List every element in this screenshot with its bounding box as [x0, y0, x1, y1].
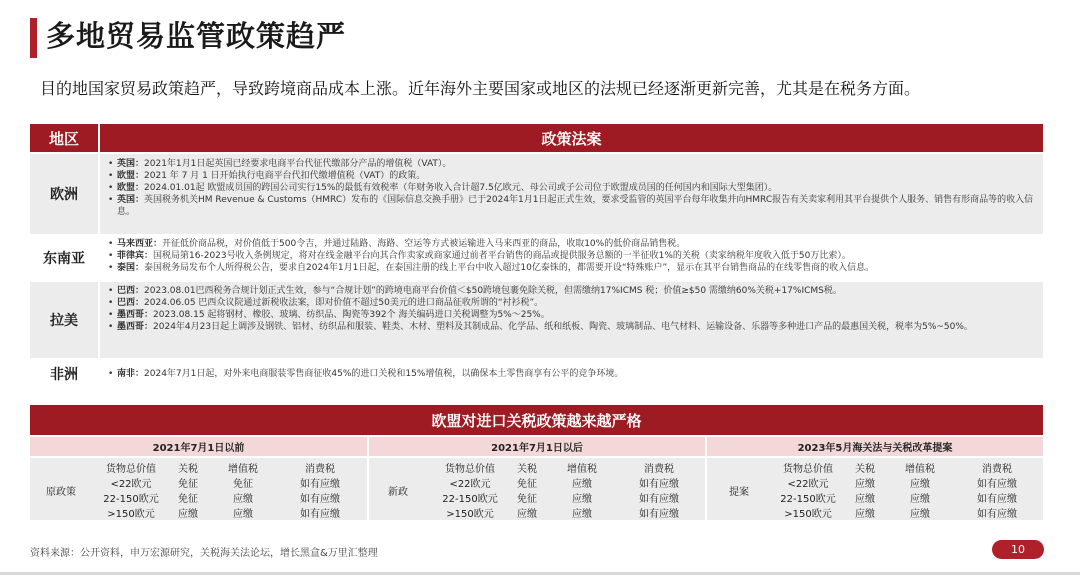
page-title: 多地贸易监管政策趋严 [46, 19, 347, 53]
cell: >150欧元 [784, 509, 832, 520]
col-header-tariff: 关税 [517, 464, 537, 475]
region-column-header: 地区 [30, 124, 98, 152]
eu-group-label-old: 原政策 [46, 487, 76, 498]
policy-list-europe [108, 158, 1038, 218]
eu-group-heading-before: 2021年7月1日以前 [30, 437, 367, 456]
eu-table-proposal [773, 460, 1041, 520]
cell: 22-150欧元 [780, 494, 836, 505]
col-header-excise: 消费税 [305, 464, 335, 475]
col-header-value: 货物总价值 [106, 464, 156, 475]
policy-item: • 菲律宾：国税局第16-2023号收入条例规定，将对在线金融平台向其合作卖家或商家通过前者平台销售的商品或提供服务总额的一半征收1%的关税（卖家纳税年度收入低于50万比索）。 [108, 250, 1038, 262]
policy-item: • 墨西哥：2023.08.15 起将钢材、橡胶、玻璃、纺织品、陶瓷等392个 海关编码进口关税调整为5%～25%。 [108, 309, 1038, 321]
cell: 应缴 [233, 509, 253, 520]
col-header-value: 货物总价值 [445, 464, 495, 475]
cell: 应缴 [572, 494, 592, 505]
col-header-vat: 增值税 [567, 464, 597, 475]
cell: 如有应缴 [300, 494, 340, 505]
col-header-vat: 增值税 [228, 464, 258, 475]
cell: >150欧元 [446, 509, 494, 520]
policy-item: • 巴西：2023.08.01巴西税务合规计划正式生效，参与“合规计划”的跨境电商平台价值＜$50跨境包裹免除关税，但需缴纳17%ICMS 税；价值≥$50 需缴纳60%关税+17%ICMS税。 [108, 285, 1038, 297]
table-row [773, 490, 1041, 505]
cell: 应缴 [910, 479, 930, 490]
source-note: 资料来源：公开资料，申万宏源研究，关税海关法论坛，增长黑盒&万里汇整理 [30, 548, 378, 559]
cell: <22欧元 [787, 479, 829, 490]
policy-item: • 欧盟：2021 年 7 月 1 日开始执行电商平台代扣代缴增值税（VAT）的政策。 [108, 170, 1038, 182]
table-row [435, 490, 703, 505]
col-header-excise: 消费税 [644, 464, 674, 475]
table-row [435, 475, 703, 490]
policy-item: • 墨西哥：2024年4月23日起上调涉及钢铁、铝材、纺织品和服装、鞋类、木材、塑料及其制成品、化学品、纸和纸板、陶瓷、玻璃制品、电气材料、运输设备、乐器等多种进口产品的最惠国关税，税率为5%~50%。 [108, 321, 1038, 333]
table-row [96, 475, 364, 490]
cell: 应缴 [855, 479, 875, 490]
title-accent-bar [30, 18, 37, 58]
col-header-tariff: 关税 [178, 464, 198, 475]
cell: 应缴 [910, 509, 930, 520]
cell: 免征 [233, 479, 253, 490]
cell: 应缴 [178, 509, 198, 520]
cell: 如有应缴 [977, 509, 1017, 520]
cell: 22-150欧元 [442, 494, 498, 505]
col-header-vat: 增值税 [905, 464, 935, 475]
cell: 22-150欧元 [103, 494, 159, 505]
cell: 应缴 [233, 494, 253, 505]
policy-item: • 马来西亚：开征低价商品税，对价值低于500令吉，并通过陆路、海路、空运等方式被运输进入马来西亚的商品，收取10%的低价商品销售税。 [108, 238, 1038, 250]
col-header-tariff: 关税 [855, 464, 875, 475]
eu-group-label-new: 新政 [388, 487, 408, 498]
table-header-row [96, 460, 364, 475]
eu-table-before [96, 460, 364, 520]
cell: 免征 [517, 479, 537, 490]
eu-table-after [435, 460, 703, 520]
table-header-row [435, 460, 703, 475]
table-row [96, 505, 364, 520]
policy-item: • 英国：2021年1月1日起英国已经要求电商平台代征代缴部分产品的增值税（VAT）。 [108, 158, 1038, 170]
cell: 如有应缴 [977, 479, 1017, 490]
policy-list-africa [108, 368, 1038, 380]
eu-group-heading-proposal: 2023年5月海关法与关税改革提案 [707, 437, 1043, 456]
cell: 免征 [517, 494, 537, 505]
cell: 免征 [178, 494, 198, 505]
table-header-row [773, 460, 1041, 475]
cell: 应缴 [517, 509, 537, 520]
cell: 如有应缴 [300, 509, 340, 520]
cell: 应缴 [572, 479, 592, 490]
eu-section-title: 欧盟对进口关税政策越来越严格 [30, 405, 1043, 435]
policy-list-latin-america [108, 285, 1038, 333]
table-row [773, 505, 1041, 520]
table-row [96, 490, 364, 505]
cell: 如有应缴 [639, 479, 679, 490]
policy-list-southeast-asia [108, 238, 1038, 274]
col-header-value: 货物总价值 [783, 464, 833, 475]
cell: 如有应缴 [977, 494, 1017, 505]
eu-group-label-proposal: 提案 [729, 487, 749, 498]
region-europe: 欧洲 [50, 187, 78, 203]
cell: 应缴 [855, 509, 875, 520]
cell: >150欧元 [107, 509, 155, 520]
page-number-badge: 10 [992, 540, 1044, 559]
table-row [435, 505, 703, 520]
cell: 应缴 [910, 494, 930, 505]
cell: 免征 [178, 479, 198, 490]
eu-group-heading-after: 2021年7月1日以后 [369, 437, 705, 456]
cell: <22欧元 [110, 479, 152, 490]
policy-item: • 巴西：2024.06.05 巴西众议院通过新税收法案，即对价值不超过50美元的进口商品征收所谓的“衬衫税”。 [108, 297, 1038, 309]
cell: 如有应缴 [300, 479, 340, 490]
policy-column-header: 政策法案 [100, 124, 1043, 152]
cell: 应缴 [572, 509, 592, 520]
cell: 如有应缴 [639, 509, 679, 520]
col-header-excise: 消费税 [982, 464, 1012, 475]
policy-item: • 南非：2024年7月1日起，对外来电商服装零售商征收45%的进口关税和15%增值税，以确保本土零售商享有公平的竞争环境。 [108, 368, 1038, 380]
region-southeast-asia: 东南亚 [43, 251, 85, 267]
table-row [773, 475, 1041, 490]
policy-item: • 英国：英国税务机关HM Revenue & Customs（HMRC）发布的《国际信息交换手册》已于2024年1月1日起正式生效，要求受监管的英国平台每年收集并向HMRC报告有关卖家利用其平台提供个人服务、销售有形商品等的收入信息。 [108, 194, 1038, 218]
cell: <22欧元 [449, 479, 491, 490]
bottom-divider [0, 572, 1080, 575]
region-africa: 非洲 [50, 367, 78, 383]
policy-item: • 欧盟：2024.01.01起 欧盟成员国的跨国公司实行15%的最低有效税率（年财务收入合计超7.5亿欧元、母公司或子公司位于欧盟成员国的任何国内和国际大型集团）。 [108, 182, 1038, 194]
page-subtitle: 目的地国家贸易政策趋严，导致跨境商品成本上涨。近年海外主要国家或地区的法规已经逐渐更新完善，尤其是在税务方面。 [40, 79, 921, 98]
cell: 应缴 [855, 494, 875, 505]
policy-item: • 泰国：泰国税务局发布个人所得税公告，要求自2024年1月1日起，在泰国注册的线上平台中收入超过10亿泰铢的，都需要开设“特殊账户”，显示在其平台销售商品的在线零售商的收入信息。 [108, 262, 1038, 274]
cell: 如有应缴 [639, 494, 679, 505]
region-latin-america: 拉美 [50, 313, 78, 329]
